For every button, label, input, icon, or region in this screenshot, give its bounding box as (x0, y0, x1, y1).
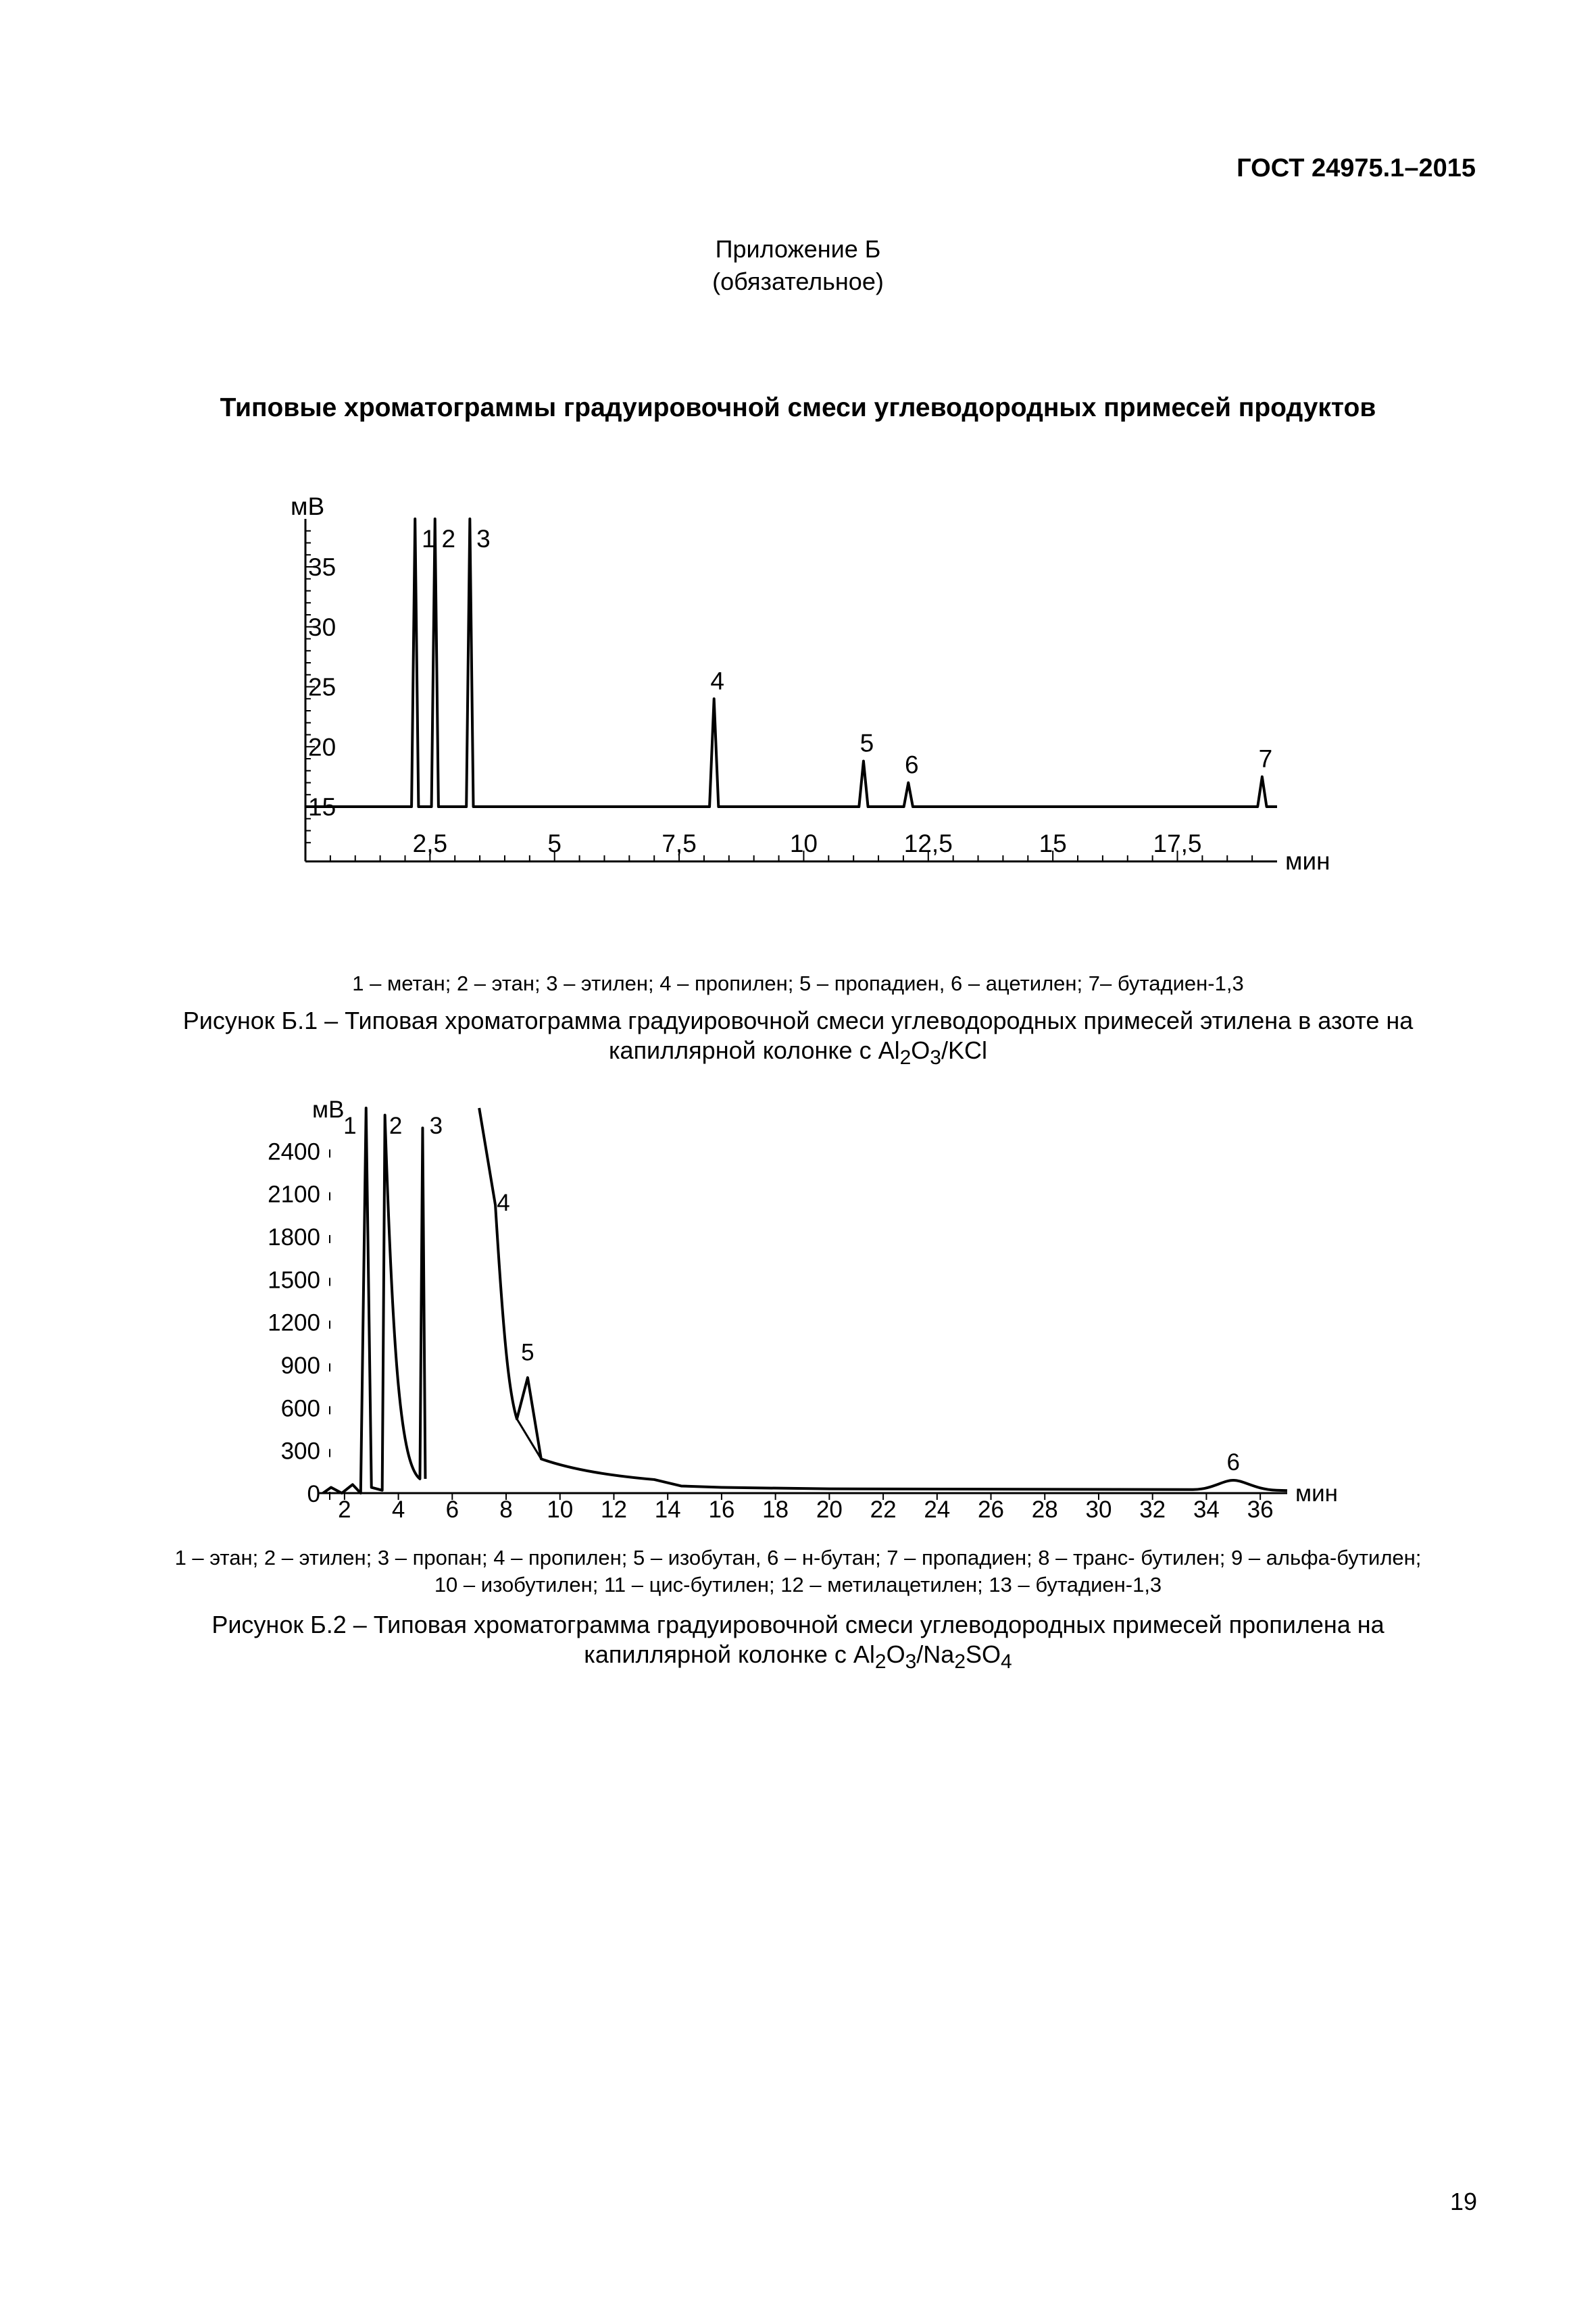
y-tick-label: 25 (308, 673, 336, 701)
peak-label: 5 (859, 729, 874, 757)
x-tick-label: 7,5 (662, 830, 697, 857)
y-tick-label: 35 (308, 553, 336, 581)
y-tick-label: 1800 (268, 1224, 320, 1251)
y-axis-unit: мВ (312, 1097, 345, 1123)
appendix-title: Приложение Б (715, 235, 881, 263)
figure-b2-legend (0, 1544, 1596, 1599)
x-tick-label: 10 (547, 1496, 574, 1523)
y-tick-label: 1200 (268, 1309, 320, 1336)
section-title: Типовые хроматограммы градуировочной смеси углеводородных примесей продуктов (220, 393, 1376, 422)
x-tick-label: 2,5 (412, 830, 448, 857)
peak-label: 7 (1258, 745, 1273, 773)
x-tick-label: 30 (1085, 1496, 1112, 1523)
x-tick-label: 32 (1139, 1496, 1166, 1523)
x-tick-label: 6 (445, 1496, 459, 1523)
chromatogram-trace-main (479, 1108, 1287, 1490)
x-tick-label: 8 (499, 1496, 513, 1523)
x-tick-label: 34 (1193, 1496, 1220, 1523)
y-tick-label: 20 (308, 733, 336, 761)
peak-label: 6 (1226, 1449, 1241, 1476)
peak-7-marker (1262, 776, 1263, 778)
figure-b2-legend-line2: 10 – изобутилен; 11 – цис-бутилен; 12 – метилацетилен; 13 – бутадиен-1,3 (434, 1573, 1162, 1596)
x-tick-label: 15 (1039, 830, 1067, 857)
chart-b2 (0, 1081, 1596, 1540)
x-tick-label: 24 (924, 1496, 951, 1523)
x-tick-label: 22 (870, 1496, 897, 1523)
x-tick-label: 12 (601, 1496, 627, 1523)
y-tick-label: 2100 (268, 1181, 320, 1208)
y-tick-label: 15 (308, 793, 336, 821)
chromatogram-trace (305, 519, 1277, 807)
peak-label: 5 (521, 1339, 534, 1366)
chart-b1 (0, 486, 1596, 932)
peak-label: 2 (389, 1113, 403, 1139)
y-tick-label: 2400 (268, 1138, 320, 1165)
peak-label: 2 (441, 525, 456, 553)
x-tick-label: 36 (1247, 1496, 1274, 1523)
chromatogram-trace-early (323, 1108, 425, 1493)
y-tick-label: 30 (308, 613, 336, 641)
peak-2-marker (434, 518, 436, 520)
peak-5-marker (863, 761, 864, 762)
peak-1-marker (414, 518, 416, 520)
y-tick-label: 1500 (268, 1267, 320, 1294)
x-tick-label: 14 (654, 1496, 681, 1523)
appendix-heading (0, 233, 1596, 298)
x-axis-unit: мин (1295, 1480, 1338, 1507)
appendix-status: (обязательное) (712, 268, 884, 295)
peak-4-marker (714, 698, 715, 699)
x-tick-label: 5 (547, 830, 562, 857)
x-tick-label: 18 (762, 1496, 789, 1523)
peak-label: 3 (429, 1113, 443, 1139)
peak-label: 4 (710, 667, 724, 695)
peak-label: 3 (476, 525, 491, 553)
y-tick-label: 900 (280, 1353, 320, 1379)
x-tick-label: 2 (338, 1496, 351, 1523)
page-number: 19 (1449, 2188, 1477, 2215)
figure-b2-caption (0, 1610, 1596, 1677)
x-tick-label: 12,5 (903, 830, 953, 857)
x-tick-label: 28 (1031, 1496, 1058, 1523)
peak-label: 4 (497, 1190, 510, 1216)
y-tick-label: 600 (280, 1395, 320, 1422)
peak-label: 6 (905, 751, 919, 779)
figure-b2-legend-line1: 1 – этан; 2 – этилен; 3 – пропан; 4 – пропилен; 5 – изобутан, 6 – н-бутан; 7 – пропадиен; 8 – транс- бутилен; 9 – альфа-бутилен; (174, 1546, 1422, 1569)
x-tick-label: 26 (978, 1496, 1004, 1523)
figure-b1-caption (0, 1006, 1596, 1073)
x-tick-label: 10 (789, 830, 818, 857)
figure-b1-caption-line1: Рисунок Б.1 – Типовая хроматограмма градуировочной смеси углеводородных примесей этилена в азоте на (182, 1007, 1414, 1034)
x-axis-unit: мин (1285, 847, 1330, 875)
standard-number: ГОСТ 24975.1–2015 (1237, 154, 1476, 182)
y-tick-label: 0 (307, 1481, 320, 1507)
y-tick-label: 300 (280, 1438, 320, 1465)
figure-b1-caption-line2: капиллярной колонке с $Al_2O_3$/KCl (609, 1036, 987, 1070)
peak-6-marker (907, 782, 909, 784)
figure-b1-legend: 1 – метан; 2 – этан; 3 – этилен; 4 – пропилен; 5 – пропадиен, 6 – ацетилен; 7– бутадиен-1,3 (352, 972, 1244, 995)
figure-b2-caption-line1: Рисунок Б.2 – Типовая хроматограмма градуировочной смеси углеводородных примесей пропилена на (211, 1611, 1385, 1638)
x-tick-label: 4 (391, 1496, 405, 1523)
x-tick-label: 17,5 (1153, 830, 1202, 857)
figure-b2-caption-line2: капиллярной колонке с $Al_2O_3/Na_2SO_4$ (584, 1640, 1012, 1674)
x-tick-label: 20 (816, 1496, 843, 1523)
x-tick-label: 16 (708, 1496, 735, 1523)
peak-label: 1 (343, 1113, 357, 1139)
peak-label: 1 (421, 525, 436, 553)
y-axis-unit: мВ (291, 493, 325, 520)
peak-3-marker (469, 518, 470, 520)
